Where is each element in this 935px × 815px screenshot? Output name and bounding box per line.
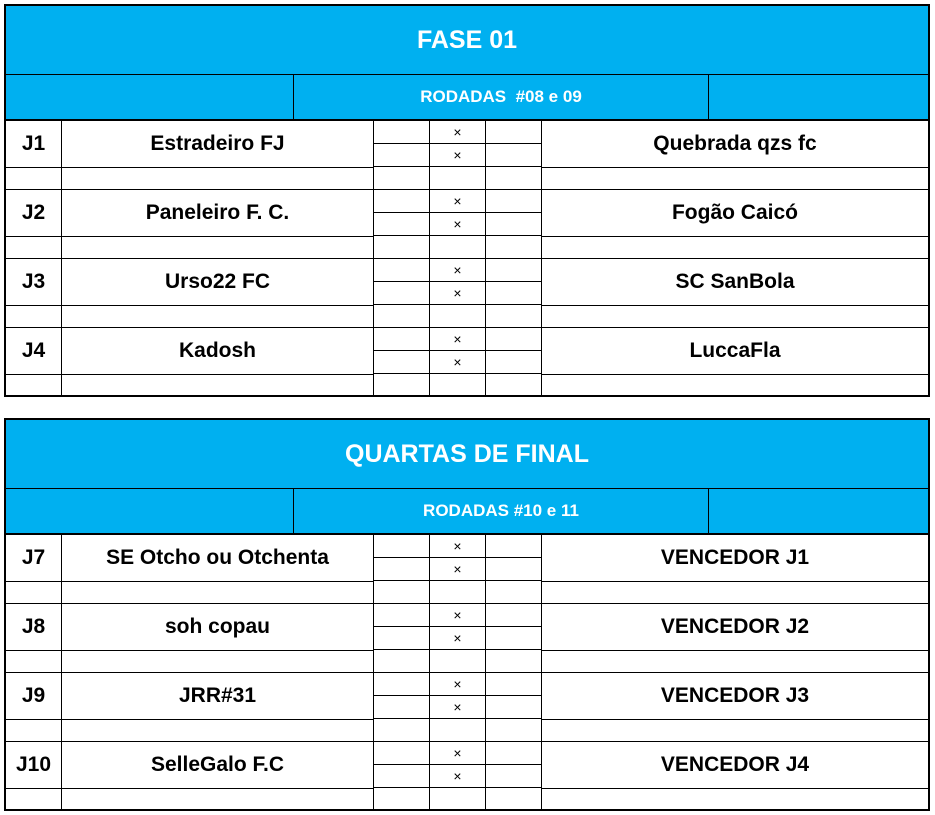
score-leg-2[interactable]	[486, 213, 541, 236]
game-row	[6, 190, 928, 259]
game-id-cell	[6, 328, 62, 397]
home-team-cell	[62, 673, 374, 742]
score-leg-2[interactable]	[486, 696, 541, 719]
score-leg-1[interactable]	[374, 328, 429, 351]
home-score-cell[interactable]	[374, 190, 430, 259]
away-team-name: Quebrada qzs fc	[542, 121, 928, 168]
game-id: J3	[6, 259, 61, 306]
versus-cell	[430, 535, 486, 604]
home-score-cell[interactable]	[374, 604, 430, 673]
home-team-name: Estradeiro FJ	[62, 121, 373, 168]
game-id: J2	[6, 190, 61, 237]
away-team-name: Fogão Caicó	[542, 190, 928, 237]
fase-01-table	[4, 4, 930, 397]
score-leg-2[interactable]	[374, 351, 429, 374]
versus-cell	[430, 604, 486, 673]
score-leg-1[interactable]	[374, 604, 429, 627]
score-leg-1[interactable]	[374, 742, 429, 765]
section-subtitle: RODADAS #10 e 11	[293, 489, 709, 533]
game-id-cell	[6, 742, 62, 811]
home-score-cell[interactable]	[374, 259, 430, 328]
home-team-cell	[62, 535, 374, 604]
away-team-name: VENCEDOR J2	[542, 604, 928, 651]
game-id-cell	[6, 604, 62, 673]
game-id: J8	[6, 604, 61, 651]
away-team-name: SC SanBola	[542, 259, 928, 306]
versus-mark: ×	[430, 535, 485, 558]
game-id: J7	[6, 535, 61, 582]
game-id: J9	[6, 673, 61, 720]
score-leg-1[interactable]	[374, 535, 429, 558]
game-row	[6, 259, 928, 328]
quartas-de-final-table	[4, 418, 930, 811]
score-leg-1[interactable]	[374, 121, 429, 144]
versus-mark: ×	[430, 213, 485, 236]
score-leg-1[interactable]	[374, 259, 429, 282]
away-team-name: VENCEDOR J3	[542, 673, 928, 720]
versus-mark: ×	[430, 190, 485, 213]
home-team-cell	[62, 742, 374, 811]
home-team-name: SE Otcho ou Otchenta	[62, 535, 373, 582]
home-score-cell[interactable]	[374, 742, 430, 811]
section-title: FASE 01	[6, 6, 928, 75]
game-row	[6, 535, 928, 604]
versus-mark: ×	[430, 259, 485, 282]
game-id-cell	[6, 190, 62, 259]
versus-cell	[430, 259, 486, 328]
game-id: J1	[6, 121, 61, 168]
home-team-cell	[62, 121, 374, 190]
away-team-cell	[542, 121, 928, 190]
score-leg-2[interactable]	[374, 558, 429, 581]
away-score-cell[interactable]	[486, 259, 542, 328]
away-team-cell	[542, 535, 928, 604]
score-leg-1[interactable]	[374, 673, 429, 696]
away-score-cell[interactable]	[486, 742, 542, 811]
score-leg-1[interactable]	[486, 742, 541, 765]
versus-cell	[430, 328, 486, 397]
home-team-name: Paneleiro F. C.	[62, 190, 373, 237]
score-leg-2[interactable]	[486, 282, 541, 305]
home-team-cell	[62, 604, 374, 673]
home-team-name: JRR#31	[62, 673, 373, 720]
home-team-name: soh copau	[62, 604, 373, 651]
away-team-cell	[542, 673, 928, 742]
versus-mark: ×	[430, 673, 485, 696]
game-row	[6, 742, 928, 811]
score-leg-2[interactable]	[486, 627, 541, 650]
away-team-cell	[542, 328, 928, 397]
away-team-name: LuccaFla	[542, 328, 928, 375]
score-leg-1[interactable]	[486, 604, 541, 627]
game-id-cell	[6, 673, 62, 742]
game-id: J4	[6, 328, 61, 375]
away-team-cell	[542, 604, 928, 673]
score-leg-2[interactable]	[374, 282, 429, 305]
versus-mark: ×	[430, 144, 485, 167]
home-score-cell[interactable]	[374, 673, 430, 742]
versus-mark: ×	[430, 121, 485, 144]
game-row	[6, 673, 928, 742]
game-row	[6, 604, 928, 673]
score-leg-2[interactable]	[374, 696, 429, 719]
score-leg-1[interactable]	[486, 190, 541, 213]
versus-mark: ×	[430, 604, 485, 627]
score-leg-2[interactable]	[374, 627, 429, 650]
versus-mark: ×	[430, 328, 485, 351]
away-score-cell[interactable]	[486, 190, 542, 259]
versus-mark: ×	[430, 742, 485, 765]
score-leg-1[interactable]	[486, 121, 541, 144]
home-score-cell[interactable]	[374, 121, 430, 190]
section-subtitle: RODADAS #08 e 09	[293, 75, 709, 119]
score-leg-2[interactable]	[374, 765, 429, 788]
away-score-cell[interactable]	[486, 121, 542, 190]
score-leg-2[interactable]	[374, 213, 429, 236]
score-leg-1[interactable]	[486, 535, 541, 558]
game-id: J10	[6, 742, 61, 789]
score-leg-1[interactable]	[486, 673, 541, 696]
away-team-name: VENCEDOR J1	[542, 535, 928, 582]
game-row	[6, 121, 928, 190]
score-leg-1[interactable]	[486, 328, 541, 351]
home-team-cell	[62, 328, 374, 397]
versus-mark: ×	[430, 558, 485, 581]
score-leg-2[interactable]	[374, 144, 429, 167]
score-leg-2[interactable]	[486, 558, 541, 581]
versus-cell	[430, 742, 486, 811]
home-score-cell[interactable]	[374, 328, 430, 397]
away-team-cell	[542, 190, 928, 259]
home-team-name: Kadosh	[62, 328, 373, 375]
home-team-cell	[62, 190, 374, 259]
versus-mark: ×	[430, 351, 485, 374]
away-score-cell[interactable]	[486, 604, 542, 673]
away-team-name: VENCEDOR J4	[542, 742, 928, 789]
game-row	[6, 328, 928, 397]
versus-cell	[430, 121, 486, 190]
score-leg-1[interactable]	[374, 190, 429, 213]
away-team-cell	[542, 742, 928, 811]
score-leg-2[interactable]	[486, 144, 541, 167]
away-score-cell[interactable]	[486, 328, 542, 397]
section-subtitle-band	[6, 75, 928, 121]
game-id-cell	[6, 535, 62, 604]
score-leg-2[interactable]	[486, 765, 541, 788]
game-id-cell	[6, 259, 62, 328]
section-title: QUARTAS DE FINAL	[6, 420, 928, 489]
versus-mark: ×	[430, 627, 485, 650]
section-subtitle-band	[6, 489, 928, 535]
home-team-cell	[62, 259, 374, 328]
versus-cell	[430, 190, 486, 259]
away-score-cell[interactable]	[486, 673, 542, 742]
game-id-cell	[6, 121, 62, 190]
score-leg-2[interactable]	[486, 351, 541, 374]
score-leg-1[interactable]	[486, 259, 541, 282]
versus-mark: ×	[430, 696, 485, 719]
away-score-cell[interactable]	[486, 535, 542, 604]
versus-cell	[430, 673, 486, 742]
home-score-cell[interactable]	[374, 535, 430, 604]
versus-mark: ×	[430, 765, 485, 788]
versus-mark: ×	[430, 282, 485, 305]
home-team-name: SelleGalo F.C	[62, 742, 373, 789]
home-team-name: Urso22 FC	[62, 259, 373, 306]
away-team-cell	[542, 259, 928, 328]
